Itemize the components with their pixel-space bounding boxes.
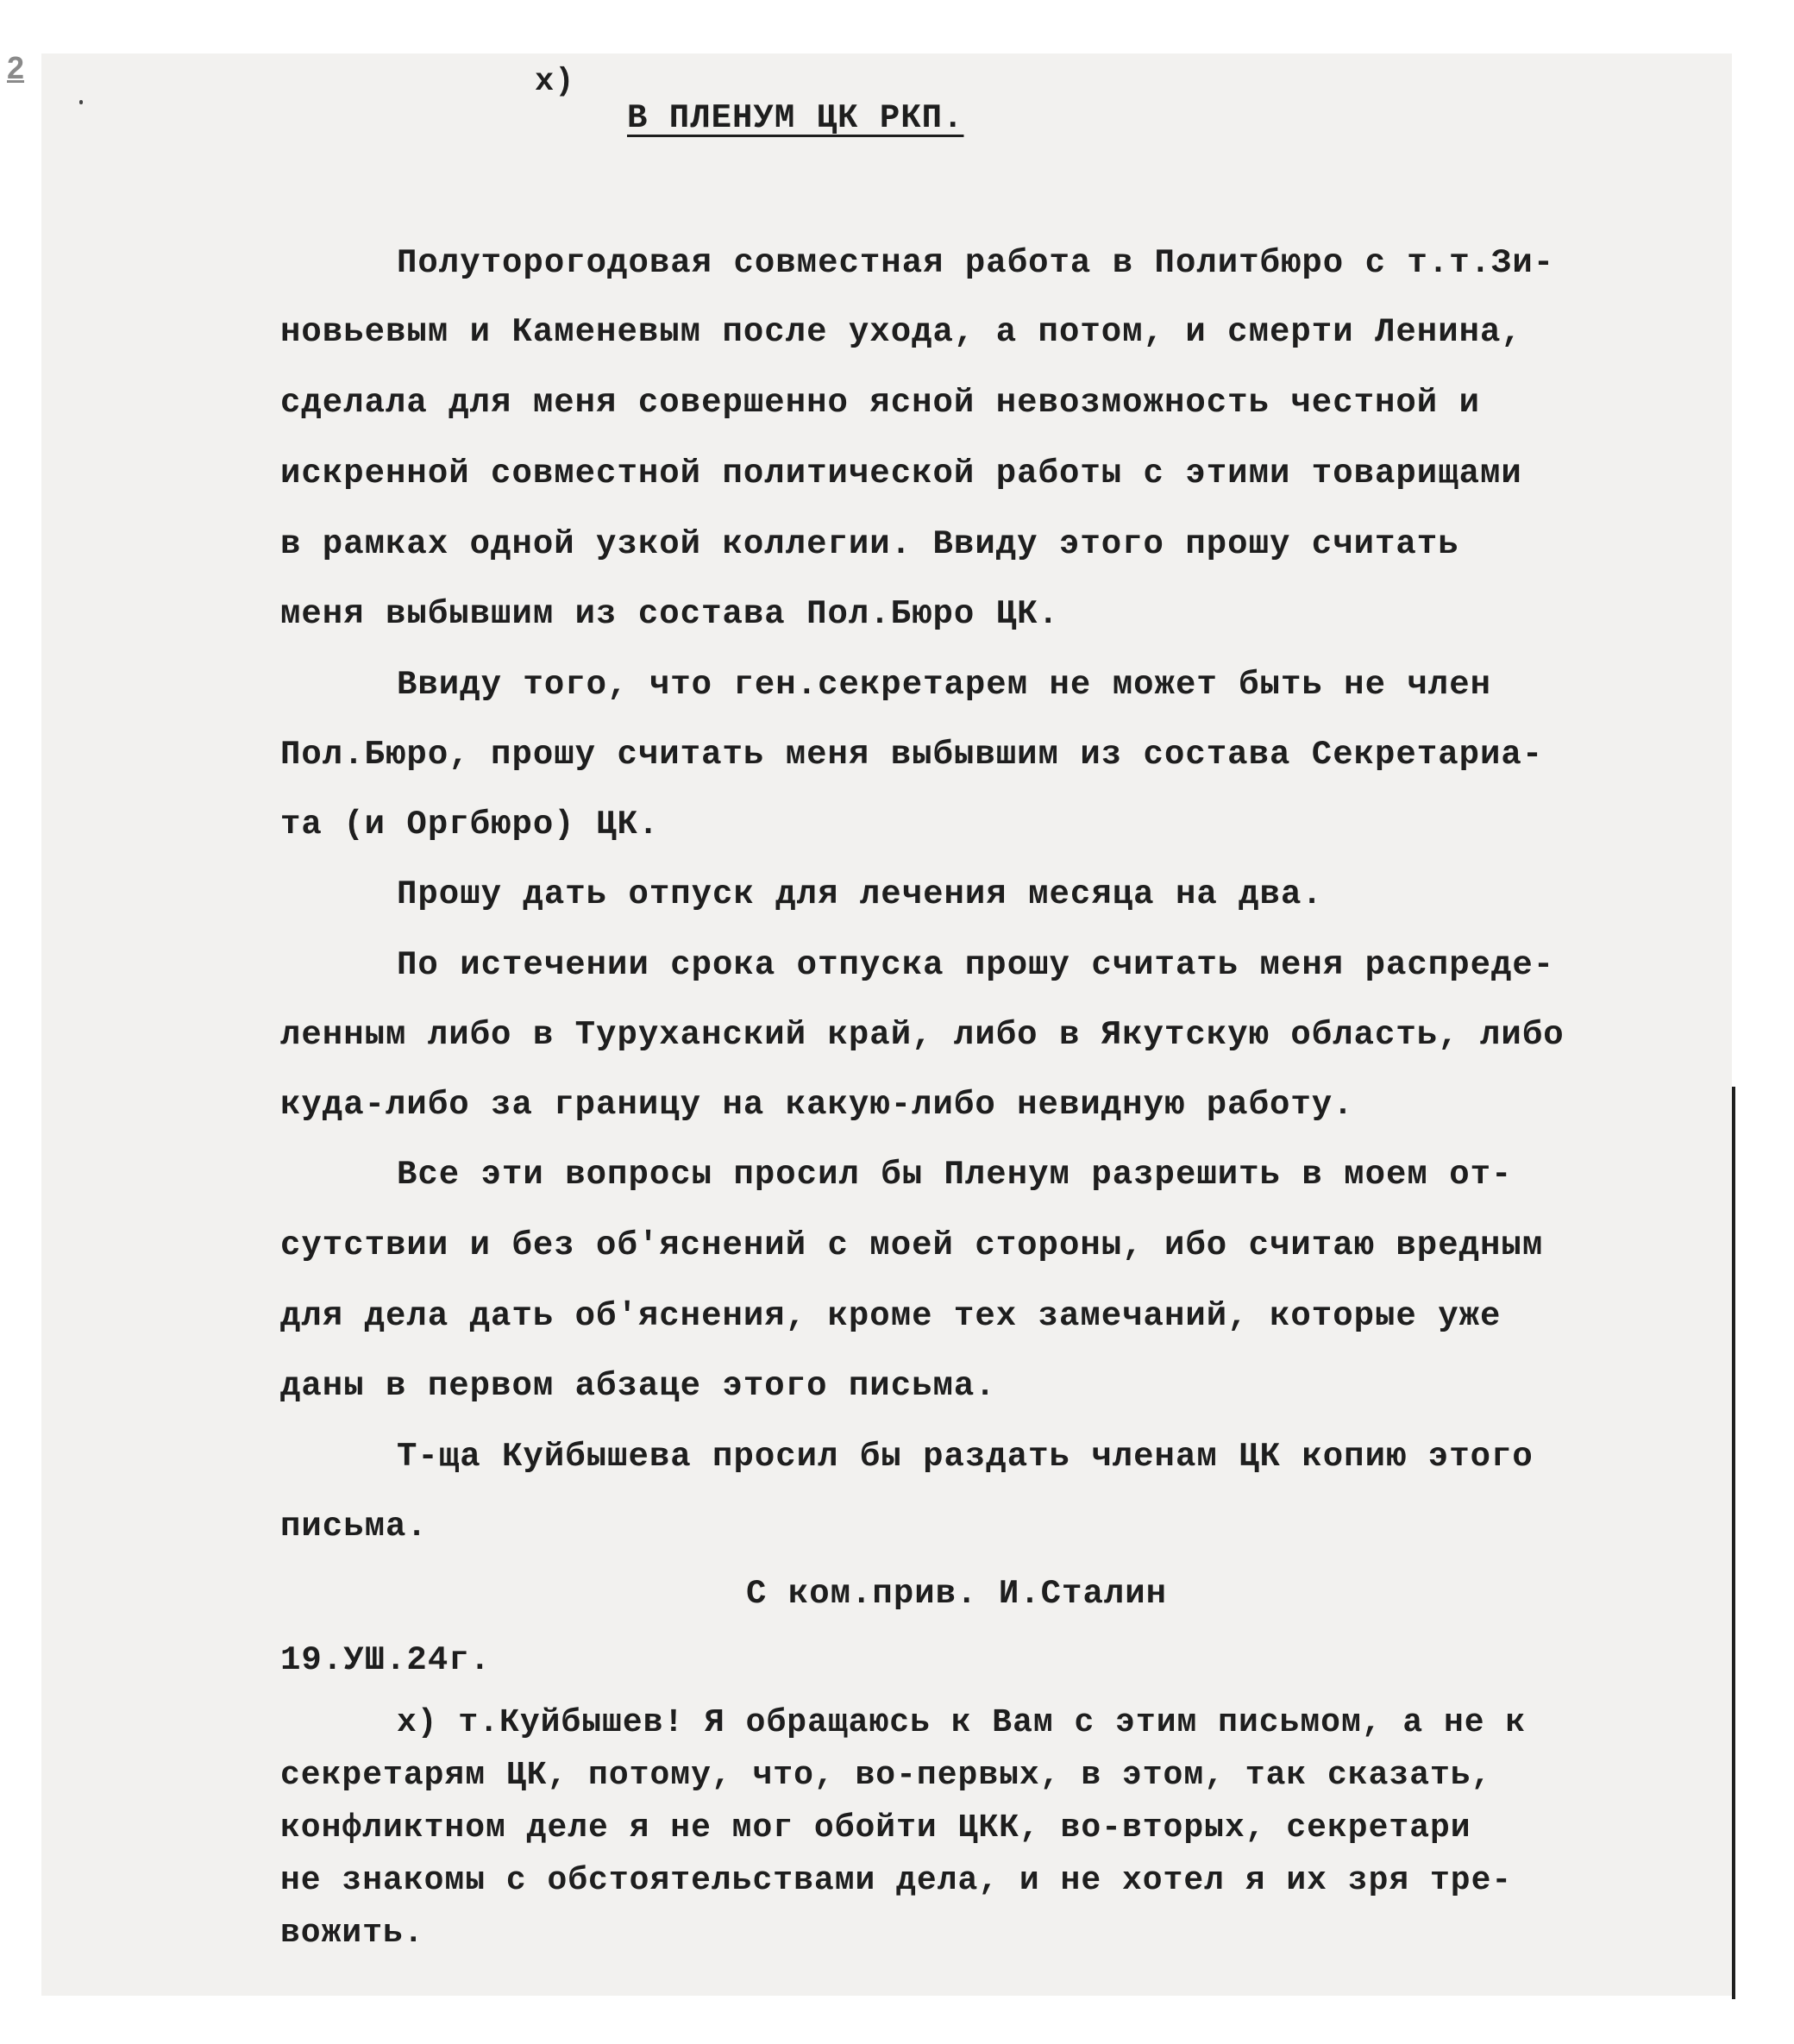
body-line: в рамках одной узкой коллегии. Ввиду этого прошу считать (280, 525, 1459, 563)
body-line: сутствии и без об'яснений с моей стороны, ибо считаю вредным (280, 1226, 1544, 1264)
sheet-edge-shadow (1732, 1087, 1735, 1999)
body-line: По истечении срока отпуска прошу считать меня распреде- (397, 946, 1555, 984)
footnote-line: вожить. (280, 1915, 424, 1952)
body-line: сделала для меня совершенно ясной невозможность честной и (280, 384, 1481, 422)
ink-speck (79, 100, 83, 104)
body-line: Пол.Бюро, прошу считать меня выбывшим из состава Секретариа- (280, 736, 1544, 774)
body-line: Прошу дать отпуск для лечения месяца на два. (397, 875, 1323, 913)
body-line: искренной совместной политической работы с этими товарищами (280, 455, 1522, 492)
body-line: Т-ща Куйбышева просил бы раздать членам ЦК копию этого (397, 1438, 1534, 1476)
body-line: новьевым и Каменевым после ухода, а потом, и смерти Ленина, (280, 313, 1522, 351)
body-line: меня выбывшим из состава Пол.Бюро ЦК. (280, 595, 1059, 633)
body-line: куда-либо за границу на какую-либо невидную работу. (280, 1086, 1354, 1124)
body-line: Полуторогодовая совместная работа в Политбюро с т.т.Зи- (397, 244, 1555, 282)
body-line: та (и Оргбюро) ЦК. (280, 806, 660, 843)
body-line: Все эти вопросы просил бы Пленум разрешить в моем от- (397, 1156, 1513, 1194)
footnote-line: конфликтном деле я не мог обойти ЦКК, во-вторых, секретари (280, 1809, 1471, 1846)
footnote-line: не знакомы с обстоятельствами дела, и не хотел я их зря тре- (280, 1862, 1513, 1899)
document-title: В ПЛЕНУМ ЦК РКП. (627, 99, 964, 137)
body-line: ленным либо в Туруханский край, либо в Якутскую область, либо (280, 1016, 1565, 1054)
page-number: 2 (7, 50, 25, 85)
letter-date: 19.УШ.24г. (280, 1641, 492, 1679)
body-line: для дела дать об'яснения, кроме тех замечаний, которые уже (280, 1297, 1502, 1335)
body-line: Ввиду того, что ген.секретарем не может быть не член (397, 666, 1491, 704)
footnote-marker: x) (535, 64, 575, 100)
body-line: письма. (280, 1508, 428, 1546)
footnote-line: x) т.Куйбышев! Я обращаюсь к Вам с этим письмом, а не к (397, 1704, 1527, 1741)
signature: С ком.прив. И.Сталин (746, 1575, 1168, 1613)
footnote-line: секретарям ЦК, потому, что, во-первых, в этом, так сказать, (280, 1757, 1492, 1794)
body-line: даны в первом абзаце этого письма. (280, 1367, 996, 1405)
